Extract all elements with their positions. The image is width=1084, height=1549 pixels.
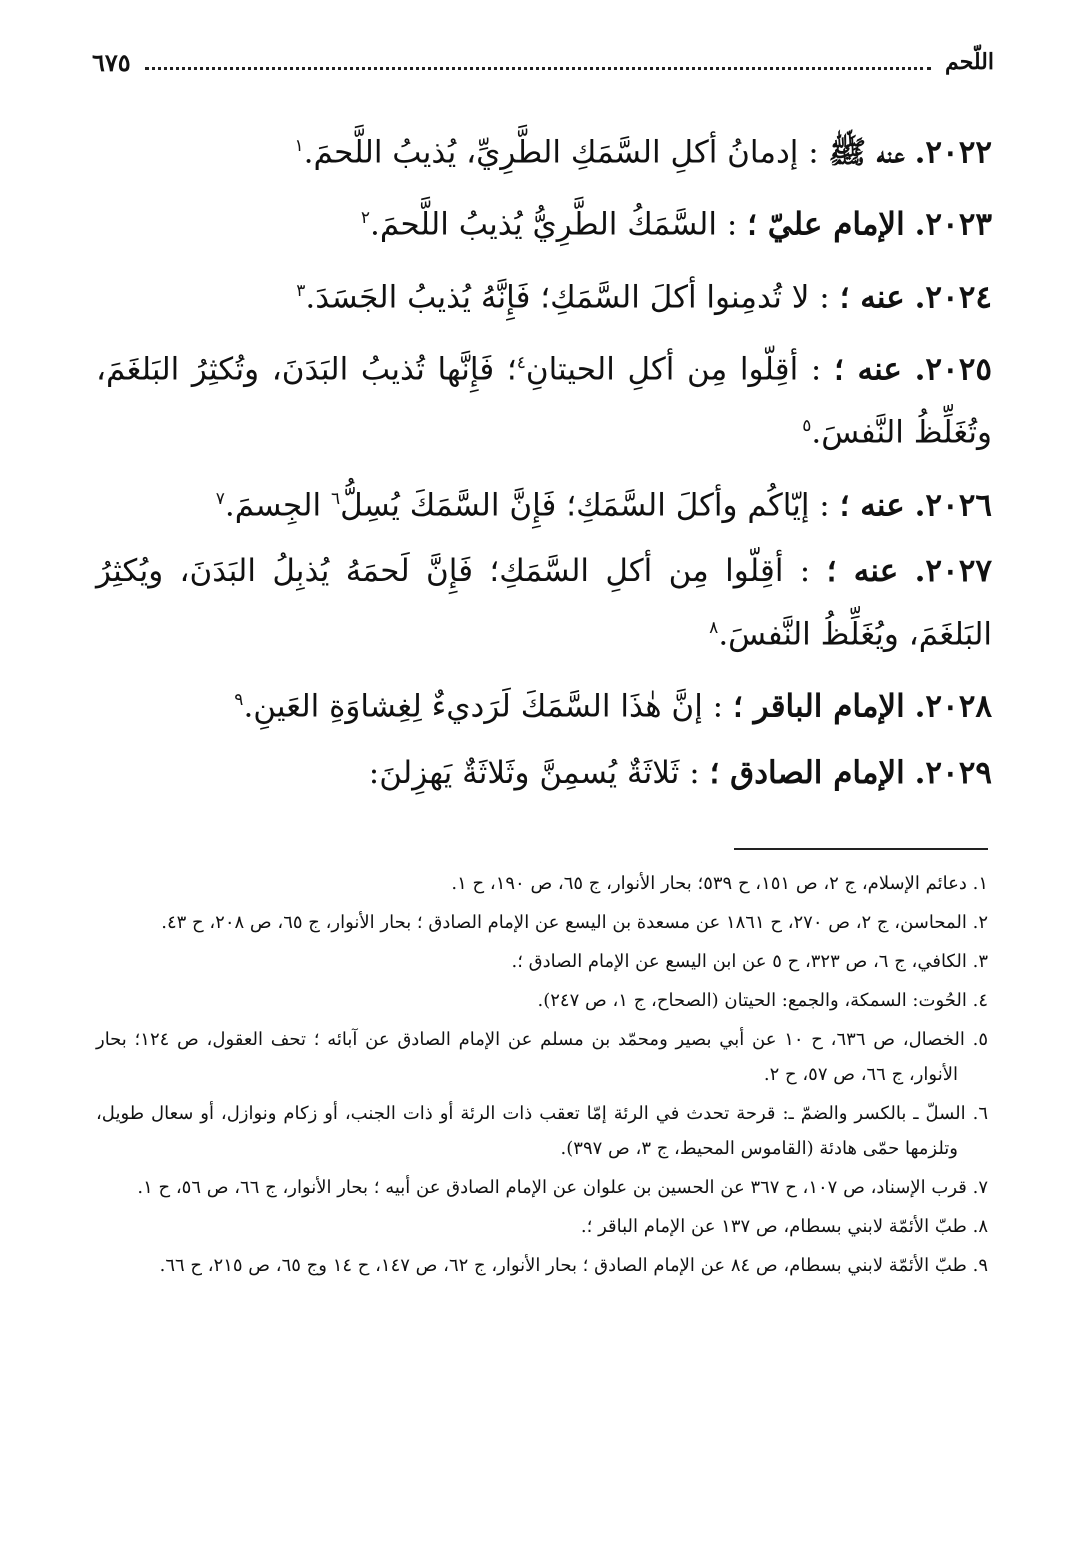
footnote-text: المحاسن، ج ٢، ص ٢٧٠، ح ١٨٦١ عن مسعدة بن اليسع عن الإمام الصادق ؛ بحار الأنوار، ج ٦٥، ص ٢٠٨، ح ٤٣. [161, 912, 967, 933]
footnote-7 [96, 1170, 988, 1205]
footnote-number: ١. [972, 873, 988, 894]
footnote-text: السلّ ـ بالكسر والضمّ ـ: قرحة تحدث في الرئة إمّا تعقب ذات الرئة أو ذات الجنب، أو زكام ونوازل، أو سعال طويل، وتلزمها حمّى هادئة (القاموس المحيط، ج ٣، ص ٣٩٧). [96, 1103, 966, 1159]
hadith-text: : أقِلّوا مِن أكلِ الحيتانِ [525, 351, 822, 388]
footnotes [96, 866, 988, 1287]
footnote-ref: ٧ [215, 488, 225, 509]
footnote-2 [96, 905, 988, 940]
hadith-2025 [96, 335, 992, 462]
footnote-ref: ٥ [802, 416, 812, 437]
footnote-number: ٣. [972, 951, 988, 972]
hadith-source: عنه ؛ [839, 486, 905, 523]
footnote-number: ٢. [972, 912, 988, 933]
hadith-2023 [96, 190, 992, 253]
footnote-ref: ٨ [709, 617, 719, 638]
footnote-number: ٨. [972, 1216, 988, 1237]
hadith-source: الإمام الباقر ؛ [732, 688, 905, 725]
footnote-ref: ٣ [296, 280, 306, 301]
hadith-source: الإمام الصادق ؛ [709, 754, 905, 791]
footnote-text: طبّ الأئمّة لابني بسطام، ص ١٣٧ عن الإمام الباقر ؛. [580, 1216, 967, 1237]
footnote-4 [96, 983, 988, 1018]
hadith-text: : أقِلّوا مِن أكلِ السَّمَكِ؛ فَإِنَّ لَحمَهُ يُذبِلُ البَدَنَ، ويُكثِرُ البَلغَمَ، ويُغَلِّظُ النَّفسَ. [96, 552, 992, 653]
hadith-text-continued: الجِسمَ. [224, 486, 331, 523]
hadith-number: ٢٠٢٦. [914, 486, 992, 523]
hadith-text: : إيّاكُم وأكلَ السَّمَكِ؛ فَإِنَّ السَّمَكَ يُسِلُّ [340, 486, 830, 523]
footnote-ref: ٩ [234, 690, 244, 711]
hadith-2028 [96, 672, 992, 735]
hadith-2022 [96, 118, 992, 181]
hadith-text: : إنَّ هٰذَا السَّمَكَ لَرَديءٌ لِغِشاوَةِ العَينِ. [243, 688, 724, 725]
footnote-number: ٩. [972, 1255, 988, 1276]
hadith-source: عنه ؛ [839, 278, 905, 315]
hadith-text: : ثَلاثَةٌ يُسمِنَّ وثَلاثَةٌ يَهزِلنَ: [368, 754, 700, 791]
footnote-ref: ٦ [330, 488, 341, 509]
hadith-source: عنه ؛ [826, 552, 899, 589]
footnote-number: ٧. [972, 1177, 988, 1198]
hadith-number: ٢٠٢٧. [914, 552, 992, 589]
footnote-6 [96, 1096, 988, 1166]
footnote-ref: ١ [294, 136, 304, 156]
hadith-number: ٢٠٢٨. [914, 688, 992, 725]
footnote-8 [96, 1209, 988, 1244]
hadith-source: الإمام عليّ ؛ [747, 206, 905, 243]
footnote-1 [96, 866, 988, 901]
hadith-source: عنه ؛ [833, 351, 902, 388]
footnote-3 [96, 944, 988, 979]
footnote-number: ٤. [972, 990, 988, 1011]
hadith-text-continued: ؛ فَإِنَّها تُذيبُ البَدَنَ، وتُكثِرُ البَلغَمَ، وتُغَلِّظُ النَّفسَ. [96, 351, 992, 451]
section-title: اللّحم [945, 49, 994, 75]
hadith-list [96, 118, 992, 811]
running-header [92, 40, 994, 84]
footnote-9 [96, 1248, 988, 1283]
hadith-number: ٢٠٢٢. [914, 134, 992, 171]
footnote-text: طبّ الأئمّة لابني بسطام، ص ٨٤ عن الإمام الصادق ؛ بحار الأنوار، ج ٦٢، ص ١٤٧، ح ١٤ وج ٦٥، ص ٢١٥، ح ٦٦. [159, 1255, 967, 1276]
footnote-text: الخصال، ص ٦٣٦، ح ١٠ عن أبي بصير ومحمّد بن مسلم عن الإمام الصادق عن آبائه ؛ تحف العقول، ص ١٢٤؛ بحار الأنوار، ج ٦٦، ص ٥٧، ح ٢. [96, 1029, 965, 1085]
hadith-2027 [96, 543, 992, 663]
hadith-number: ٢٠٢٣. [914, 206, 992, 243]
footnote-5 [96, 1022, 988, 1092]
hadith-text: : لا تُدمِنوا أكلَ السَّمَكِ؛ فَإِنَّهُ يُذيبُ الجَسَدَ. [305, 278, 830, 315]
footnote-text: قرب الإسناد، ص ١٠٧، ح ٣٦٧ عن الحسين بن علوان عن الإمام الصادق عن أبيه ؛ بحار الأنوار، ج ٦٦، ص ٥٦، ح ١. [137, 1177, 967, 1198]
footnote-text: الكافي، ج ٦، ص ٣٢٣، ح ٥ عن ابن اليسع عن الإمام الصادق ؛. [511, 951, 967, 972]
page-number: ٦٧٥ [92, 47, 131, 77]
hadith-text: : إدمانُ أكلِ السَّمَكِ الطَّرِيِّ، يُذيبُ اللَّحمَ. [303, 134, 819, 171]
hadith-2029 [96, 745, 992, 802]
footnote-ref: ٤ [516, 352, 526, 373]
hadith-text: : السَّمَكُ الطَّرِيُّ يُذيبُ اللَّحمَ. [370, 206, 738, 243]
footnote-text: دعائم الإسلام، ج ٢، ص ١٥١، ح ٥٣٩؛ بحار الأنوار، ج ٦٥، ص ١٩٠، ح ١. [451, 873, 967, 894]
dotted-leader [145, 67, 931, 70]
footnote-number: ٥. [972, 1029, 988, 1050]
footnote-separator [734, 848, 988, 850]
footnote-number: ٦. [972, 1103, 988, 1124]
footnote-text: الحُوت: السمكة، والجمع: الحيتان (الصحاح، ج ١، ص ٢٤٧). [537, 990, 967, 1011]
hadith-2024 [96, 263, 992, 326]
hadith-number: ٢٠٢٥. [914, 351, 992, 388]
hadith-number: ٢٠٢٤. [914, 278, 992, 315]
hadith-number: ٢٠٢٩. [914, 754, 992, 791]
hadith-2026 [96, 471, 992, 534]
hadith-source: عنه ﷺ [828, 134, 905, 171]
footnote-ref: ٢ [360, 208, 371, 229]
